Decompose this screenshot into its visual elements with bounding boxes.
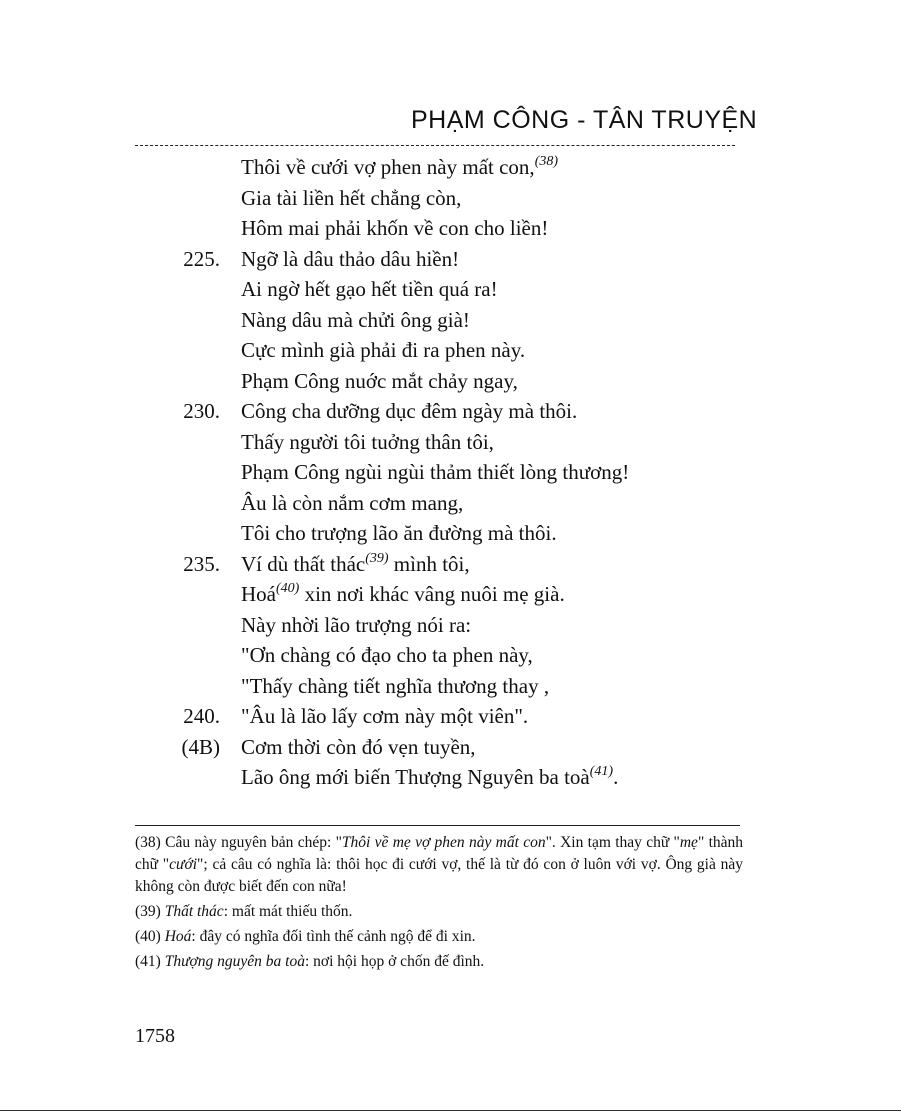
footnote-text: (39) <box>135 903 165 920</box>
verse-text: "Ơn chàng có đạo cho ta phen này, <box>241 643 533 667</box>
footnote-text: ". Xin tạm thay chữ " <box>545 834 680 851</box>
verse-line <box>0 152 901 183</box>
footnote-text: (40) <box>135 928 165 945</box>
footnote-text: " thành chữ " <box>135 834 744 873</box>
line-number: (4B) <box>181 734 220 759</box>
verse-text: Phạm Công nuớc mắt chảy ngay, <box>241 368 518 393</box>
footnote-text: (38) Câu này nguyên bản chép: " <box>135 834 342 851</box>
footnote-text: "; cả câu có nghĩa là: thôi học đi cưới vợ, thế là từ đó con ở luôn với vợ. Ông già này không còn được biết đến con nữa! <box>135 856 743 895</box>
scan-edge-line <box>0 1110 901 1111</box>
footnote-ref: (40) <box>276 581 300 596</box>
footnote-term: Thất thác <box>164 903 224 920</box>
footnote-41 <box>135 951 743 973</box>
line-number: 240. <box>183 704 220 728</box>
verse-text: Ai ngờ hết gạo hết tiền quá ra! <box>241 277 498 301</box>
verse-text: Ví dù thất thác <box>241 551 366 576</box>
page-number: 1758 <box>135 1025 175 1047</box>
verse-line <box>0 335 901 366</box>
verse-text: "Thấy chàng tiết nghĩa thương thay , <box>241 673 550 698</box>
footnote-38 <box>135 832 743 898</box>
footnote-39 <box>135 901 743 923</box>
verse-line <box>0 488 901 519</box>
footnote-term: Hoá <box>164 928 192 945</box>
verse-text: Hôm mai phải khốn về con cho liền! <box>241 216 549 240</box>
footnote-quote: Thôi về mẹ vợ phen này mất con <box>341 834 546 851</box>
verse-line <box>0 305 901 336</box>
verse-text: Phạm Công ngùi ngùi thảm thiết lòng thương! <box>241 460 630 484</box>
verse-text: . <box>613 765 619 789</box>
footnote-text: : nơi hội họp ở chốn đế đình. <box>305 953 485 970</box>
verse-text: Ngỡ là dâu thảo dâu hiền! <box>241 246 460 271</box>
verse-text: Cơm thời còn đó vẹn tuyền, <box>241 734 476 759</box>
verse-block <box>0 152 901 793</box>
line-number: 235. <box>183 551 220 576</box>
footnote-quote: cưới <box>169 856 198 873</box>
verse-text: Nàng dâu mà chửi ông già! <box>241 307 470 332</box>
verse-line <box>0 671 901 702</box>
verse-text: xin nơi khác vâng nuôi mẹ già. <box>299 582 565 606</box>
footnote-text: : mất mát thiếu thốn. <box>223 903 353 920</box>
verse-text: Âu là còn nắm cơm mang, <box>241 490 464 515</box>
verse-line <box>0 274 901 305</box>
footnote-40 <box>135 926 743 948</box>
verse-line <box>0 183 901 214</box>
verse-text: Hoá <box>241 582 276 606</box>
verse-line <box>0 244 901 275</box>
verse-line <box>0 366 901 397</box>
verse-text: mình tôi, <box>388 551 470 576</box>
verse-line <box>0 579 901 610</box>
footnote-quote: mẹ <box>679 834 698 851</box>
verse-line <box>0 457 901 488</box>
header-rule <box>135 145 735 146</box>
verse-line <box>0 610 901 641</box>
verse-line <box>0 518 901 549</box>
verse-line <box>0 640 901 671</box>
footnote-ref: (41) <box>589 764 614 779</box>
footnote-text: : đây có nghĩa đối tình thế cảnh ngộ để đi xin. <box>191 928 476 945</box>
verse-line <box>0 213 901 244</box>
footnote-text: (41) <box>135 953 165 970</box>
footnote-term: Thượng nguyên ba toà <box>164 953 305 970</box>
verse-text: Cực mình già phải đi ra phen này. <box>241 338 526 362</box>
footnote-ref: (39) <box>365 550 389 566</box>
verse-text: Thôi về cưới vợ phen này mất con, <box>241 155 535 179</box>
line-number: 230. <box>183 399 220 423</box>
verse-line <box>0 549 901 580</box>
footnotes <box>135 832 743 976</box>
verse-line <box>0 732 901 763</box>
line-number: 225. <box>183 246 220 271</box>
verse-line <box>0 701 901 732</box>
verse-text: Công cha dưỡng dục đêm ngày mà thôi. <box>241 399 578 423</box>
running-header: PHẠM CÔNG - TÂN TRUYỆN <box>411 106 758 134</box>
verse-text: "Âu là lão lấy cơm này một viên". <box>241 704 529 728</box>
verse-line <box>0 396 901 427</box>
verse-text: Lão ông mới biến Thượng Nguyên ba toà <box>241 765 590 789</box>
footnote-rule <box>135 825 740 826</box>
verse-text: Gia tài liền hết chẳng còn, <box>241 185 462 210</box>
verse-text: Này nhời lão trượng nói ra: <box>241 612 472 637</box>
verse-text: Thấy người tôi tuởng thân tôi, <box>241 429 494 454</box>
verse-text: Tôi cho trượng lão ăn đường mà thôi. <box>241 521 557 545</box>
verse-line <box>0 762 901 793</box>
footnote-ref: (38) <box>534 154 559 169</box>
verse-line <box>0 427 901 458</box>
